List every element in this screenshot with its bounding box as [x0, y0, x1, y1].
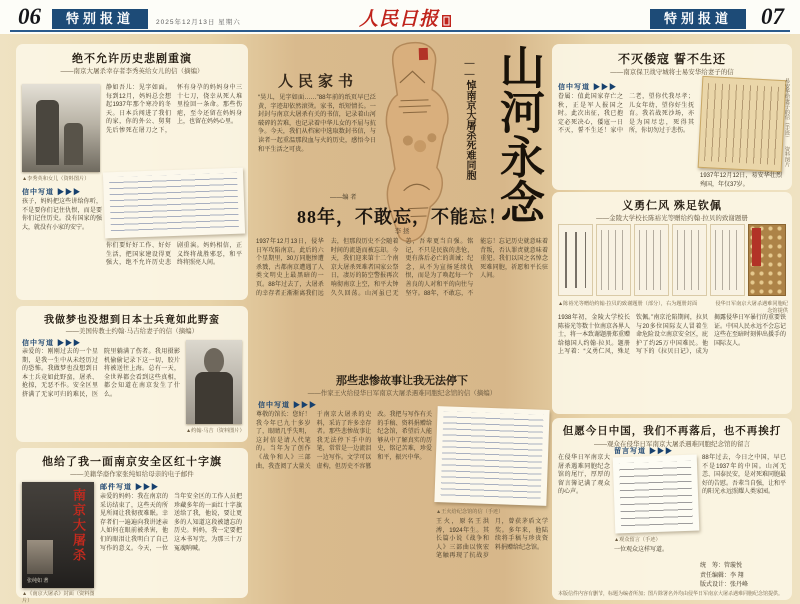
letter-caption: ▲王火给纪念馆的信（手迹） [436, 509, 504, 515]
article-yianhua-letter [552, 44, 792, 190]
article-title: 那些悲惨故事让我无法停下 [336, 375, 468, 387]
letter-caption-vertical: 易安华给妻子的信（手迹） 资料图片 [784, 78, 790, 168]
handwritten-letter-image [434, 406, 549, 506]
book-cover-image [22, 482, 94, 588]
photo-figure-child [64, 123, 83, 165]
article-subtitle: ——观众在侵华日军南京大屠杀遇难同胞纪念馆的留言 [594, 441, 750, 448]
article-body: 孩子，妈妈把这些讲给你听，不是要你们记住仇恨，而是要你们记住历史。没有国家的强大，就没有小家的安宁。 [22, 199, 102, 231]
masthead-logo [335, 4, 475, 31]
article-title: 我做梦也没想到日本士兵竟如此野蛮 [44, 315, 220, 326]
article-subtitle: ——作家王火给侵华日军南京大屠杀遇难同胞纪念馆的信（摘编） [307, 390, 497, 397]
edition-date: 2025年12月13日 星期六 [156, 19, 241, 26]
article-title: 义勇仁风 殊足钦佩 [622, 200, 722, 212]
portrait-suit [195, 372, 233, 424]
article-visitor-message [552, 418, 792, 600]
article-body: 亲爱的妈妈：我在南京的采访结束了，这些天的所见所闻让我彻夜难眠。幸存者们一遍遍向我讲述亲人如何在眼前被杀害，他们的眼泪让我明白了自己写作的意义。今天，一位当年安全区的工作人员把珍藏多年的一面红十字旗送给了我，他说，要让更多的人知道这段被遗忘的历史。妈妈，我一定要把这本书写完，为那三十万冤魂呐喊。 [100, 494, 242, 552]
book-cover-title: 南京大屠杀 [71, 488, 86, 563]
letter-lead-label: 信中写道 ▶▶▶ [22, 189, 81, 196]
family-letters-column-label: 人民家书 [278, 74, 359, 90]
album-caption: ▲陈裕光等赠给约翰·拉贝的致谢题册（部分），右为题册封面 [558, 301, 698, 307]
calligraphy-panel [672, 224, 707, 296]
article-body: 1938年初，金陵大学校长陈裕光等数十位南京各界人士，将一本致谢题册郑重赠给德国人约翰·拉贝。题册上写着：“义勇仁风，殊足钦佩。”南京沦陷期间，拉贝与20多位国际友人冒着生命危险设立南京安全区，庇护了约25万中国难民。他写下的《拉贝日记》，成为揭露侵华日军暴行的重要铁证。中国人民永远不会忘记这些在至暗时刻伸出援手的国际友人。 [558, 315, 787, 356]
article-rabe-album [552, 192, 792, 414]
calligraphy-panel [710, 224, 745, 296]
feature-headline: 88年，不敢忘，不能忘！ [297, 207, 507, 227]
article-body: 你们要好好工作、好好生活，把国家建设得更强大，绝不允许历史悲剧重演。妈妈相信，正义终将战胜邪恶，和平终将照亮人间。 [106, 243, 242, 267]
letter-lead-label: 信中写道 ▶▶▶ [258, 402, 317, 409]
article-subtitle: ——南京大屠杀幸存者李秀英给女儿的信（摘编） [60, 68, 204, 75]
visitor-note-image [613, 455, 700, 534]
calligraphy-album-strip [558, 224, 786, 296]
album-credit: 侵华日军南京大屠杀遇难同胞纪念馆提供 [715, 301, 788, 314]
article-subtitle: ——美国传教士约翰·马吉给妻子的信（摘编） [65, 328, 199, 335]
staff-line: 责任编辑：李 翔 [700, 572, 744, 579]
note-caption: ▲观众留言（手迹） [614, 537, 661, 543]
article-title: 他给了我一面南京安全区红十字旗 [42, 456, 222, 468]
article-subtitle: ——金陵大学校长陈裕光等赠给约翰·拉贝的致谢题册 [596, 215, 748, 222]
photo-caption: ▲李秀英和女儿（资料图片） [22, 176, 90, 182]
handwriting-lines [441, 411, 544, 500]
article-subtitle: ——南京保卫战守城将士易安华给妻子的信 [610, 69, 734, 76]
survivor-photo [22, 84, 100, 172]
article-body: 亲爱的：刚刚过去的一个星期，是我一生中从未经历过的恐怖。我做梦也没想到日本士兵竟如此野蛮，屠杀、抢掠，无恶不作。安全区里挤满了无家可归的难民，医院里躺满了伤者。我用摄影机偷偷记录下这一切，胶片将被送往上海。总有一天，全世界都会看到这些真相，都会知道在南京发生了什么。 [22, 349, 180, 398]
calligraphy-panel [596, 224, 631, 296]
handwritten-letter-image [103, 168, 245, 239]
calligraphy-panel-large [558, 224, 593, 296]
email-lead-label: 邮件写道 ▶▶▶ [100, 484, 159, 491]
editors-note: “昊儿，见字如面……”88年前的纸页早已泛黄，字迹却依然滚烫。家书，纸短情长。一封封与南京大屠杀有关的书信，记录着山河破碎的苦难，也记录着中华儿女的不屈与抗争。今天，我们从档案中选取数封书信，与读者一起重温那段血与火的历史，感悟今日和平生活之可贵。 [258, 94, 376, 153]
article-irischang-email [16, 448, 248, 604]
calligraphy-panel [634, 224, 669, 296]
photo-caption: ▲《南京大屠杀》封面（资料图片） [22, 591, 95, 604]
masthead-title: 人民日报 [358, 9, 439, 30]
masthead-seal [442, 15, 451, 27]
article-body: 一位观众这样写道。 [614, 547, 669, 553]
main-subtitle-vertical: ——悼南京大屠杀死难同胞 [464, 58, 475, 180]
book-cover-author-photo [27, 540, 53, 574]
article-survivor-letter [16, 44, 248, 300]
handwriting-lines [619, 461, 693, 527]
staff-line: 版式设计：张丹峰 [700, 582, 749, 588]
album-brocade-cover [748, 224, 786, 296]
album-title-strip [752, 228, 761, 266]
message-lead-label: 留言写道 ▶▶▶ [614, 448, 673, 455]
feature-body: 1937年12月13日，侵华日军攻陷南京。此后的六个星期里，30万同胞惨遭杀戮，古都南京遭遇了人类文明史上最黑暗的一页。88年过去了，大屠杀的幸存者正渐渐离我们远去，但那段历史不会随着时间的流逝而被忘却。今天，我们迎来第十二个南京大屠杀死难者国家公祭日，凄厉的防空警报再次响彻南京上空，和平大钟久久回荡。山河虽已无恙，吾辈更当自强。铭记，不只是民族的悲怆，更有落后必亡的训诫；纪念，从不为宣扬延续仇恨，而是为了唤起每一个善良的人对和平的向往与坚守。88年，不敢忘，不能忘！忘记历史就意味着背叛，否认罪责就意味着重犯。我们以国之名悼念死难同胞，祈愿和平长驻人间。 [256, 239, 548, 297]
article-title: 绝不允许历史悲剧重演 [72, 53, 192, 65]
header-rule [10, 30, 790, 32]
article-body: 王火，原名王洪溥，1924年生。其长篇小说《战争和人》三部曲以恢宏笔触再现了抗战岁月，曾获茅盾文学奖。多年来，他陆续将手稿与珍贵资料捐赠给纪念馆。 [436, 519, 548, 560]
page-header [0, 0, 800, 34]
article-body: 88年过去，今日之中国，早已不是1937年的中国。山河无恙、国泰民安，是对死难同胞最好的告慰。吾辈当自强，让和平的阳光永远照耀人类家园。 [702, 455, 787, 496]
article-body: 静如吾儿：见字如面。每到12月，妈妈总会想起1937年那个寒冷的冬天。日本兵闯进了我们的家，你的外公、舅舅先后惨死在屠刀之下，怀有身孕的妈妈身中三十七刀，侥幸从死人堆里捡回一条命。那些伤疤，至今还留在妈妈身上，也留在妈妈心里。 [106, 85, 242, 134]
editorial-notes: 本版信件内容有删节，标题为编者所加；图片除署名外均由侵华日军南京大屠杀遇难同胞纪念馆提供。 [558, 591, 784, 597]
article-title: 但愿今日中国，我们不再落后，也不再挨打 [562, 426, 782, 437]
book-cover-author: 张纯如 著 [27, 578, 49, 584]
magee-portrait-photo [186, 340, 242, 424]
vertical-script-lines [704, 83, 780, 165]
article-body: 眷属：值此国家存亡之秋，正是军人报国之时。此次出征，我已抱定必死决心，倭寇一日不灭，誓不生还！家中二老，望你代我尽孝；儿女年幼，望你好生抚育。我若战死沙场，亦是为国尽忠，死得其所，你切勿过于悲伤。 [558, 94, 694, 135]
section-badge-left: 特别报道 [52, 9, 148, 29]
photo-caption: ▲约翰·马吉（资料图片） [186, 428, 245, 434]
photo-figure-mother [36, 100, 59, 165]
staff-line: 统 筹：管璇悦 [700, 563, 743, 569]
handwriting-lines [109, 173, 239, 233]
letter-lead-label: 信中写道 ▶▶▶ [22, 340, 81, 347]
feature-author: 李 拯 [394, 228, 410, 235]
page-number-left: 06 [18, 4, 41, 29]
section-badge-right: 特别报道 [650, 9, 746, 29]
article-title: 不灭倭寇 誓不生还 [617, 52, 726, 66]
manuscript-letter-image [698, 76, 787, 172]
portrait-head [204, 348, 224, 373]
letter-lead-label: 信中写道 ▶▶▶ [558, 84, 617, 91]
article-magee-letter [16, 306, 248, 442]
page-number-right: 07 [761, 4, 784, 29]
editors-note-signature: ——编 者 [330, 194, 357, 201]
article-body: 1937年12月12日，易安华壮烈殉国，年仅37岁。 [700, 173, 782, 188]
article-body: 尊敬的馆长：您好！我今年已九十多岁了，眼睛几乎失明，这封信是请人代笔的。当年为了创作《战争和人》三部曲，我查阅了大量关于南京大屠杀的史料，采访了许多幸存者。那些悲惨故事让我无法停下手中的笔，常常是一边流泪一边写作。文学可以虚构，但历史不容篡改。我把与写作有关的手稿、资料捐赠给纪念馆，希望后人能够从中了解真实的历史，铭记苦难，珍爱和平，振兴中华。 [256, 412, 432, 470]
article-body: 在侵华日军南京大屠杀遇难同胞纪念馆的尾厅，厚厚的留言簿记满了观众的心声。 [558, 455, 610, 496]
staff-credits-box [700, 562, 788, 591]
article-subtitle: ——美籍华裔作家张纯如给母亲的电子邮件 [70, 471, 194, 478]
main-title-vertical: 山河永念 [493, 44, 543, 224]
